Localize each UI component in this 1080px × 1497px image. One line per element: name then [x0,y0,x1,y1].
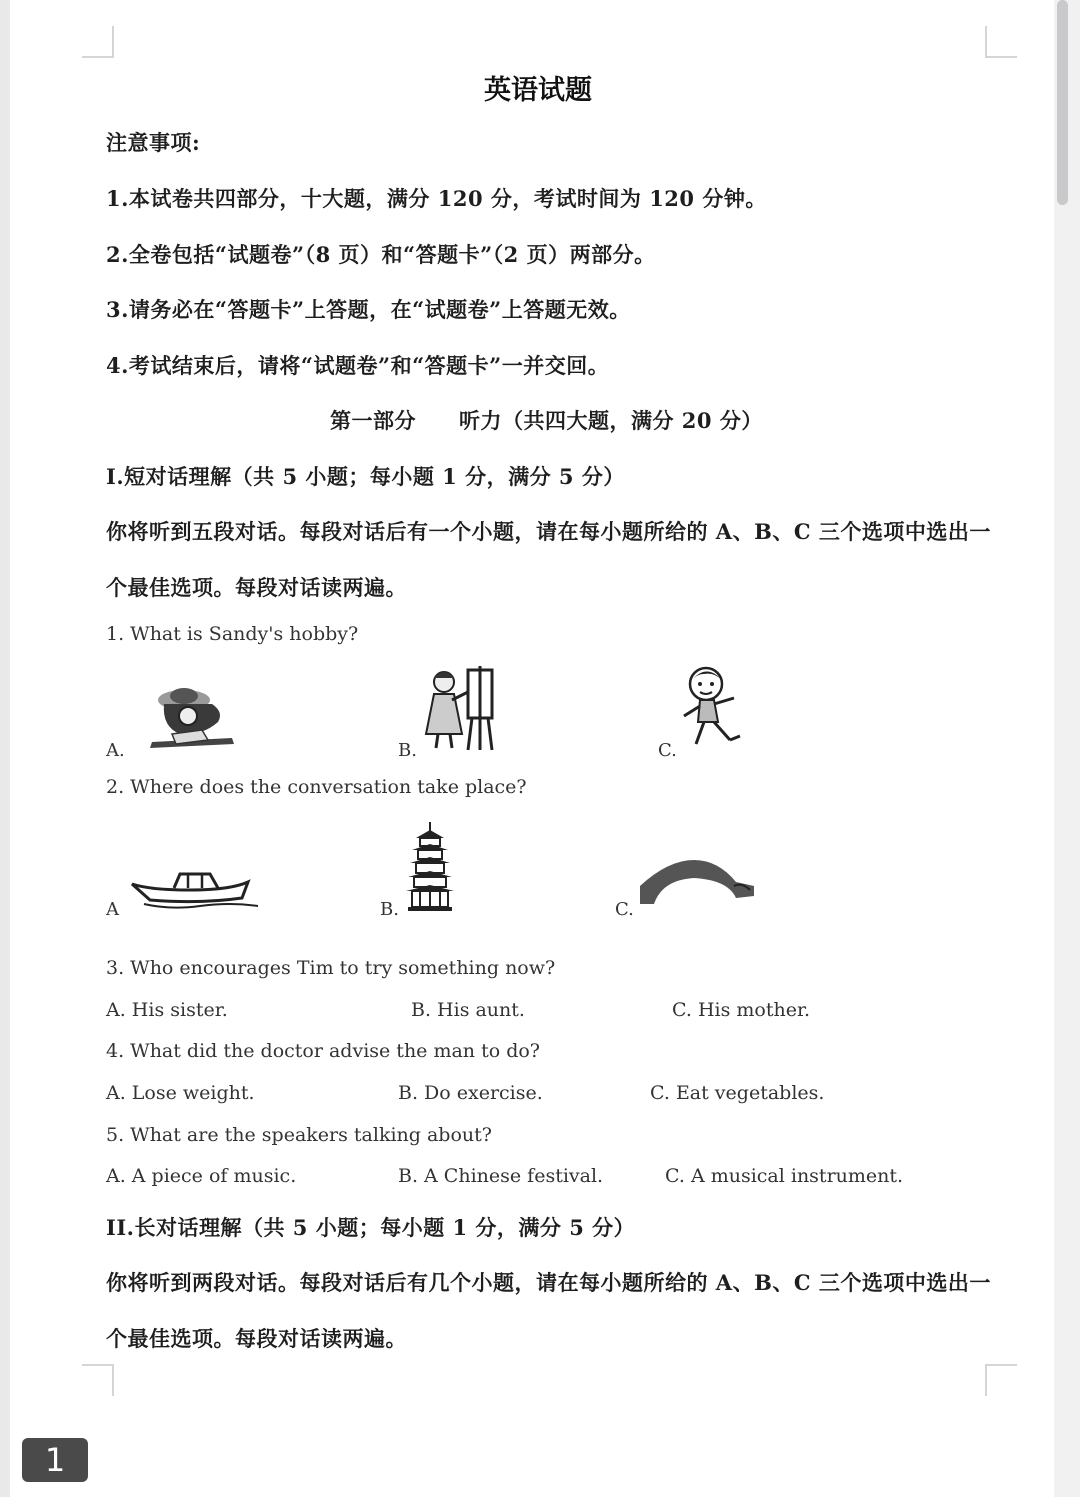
option-label: B. [380,899,399,920]
note-item: 2.全卷包括“试题卷”（8 页）和“答题卡”（2 页）两部分。 [106,242,656,267]
question-text: 1. What is Sandy's hobby? [106,623,359,645]
arch-bridge-picture [638,856,756,908]
crop-mark-bottom-left [82,1364,114,1396]
option-label: B. [398,740,417,761]
scrollbar-track[interactable] [1054,0,1080,1497]
crop-mark-top-right [985,26,1017,58]
crop-mark-top-left [82,26,114,58]
option-text: A. Lose weight. [106,1082,255,1104]
pagoda-picture [402,822,458,912]
page-number-badge: 1 [22,1438,88,1482]
option-text: C. Eat vegetables. [650,1082,825,1104]
section-instruction: 你将听到五段对话。每段对话后有一个小题，请在每小题所给的 A、B、C 三个选项中选出一 [106,519,991,544]
part-heading: 第一部分 听力（共四大题，满分 20 分） [330,408,763,433]
crop-mark-bottom-right [985,1364,1017,1396]
section-instruction: 个最佳选项。每段对话读两遍。 [106,575,407,600]
notes-heading: 注意事项: [106,130,201,155]
painting-girl-picture [420,664,500,752]
question-text: 5. What are the speakers talking about? [106,1124,492,1146]
section-heading: II.长对话理解（共 5 小题；每小题 1 分，满分 5 分） [106,1215,636,1240]
option-label: C. [658,740,677,761]
running-boy-picture [674,662,754,752]
option-text: B. A Chinese festival. [398,1165,604,1187]
option-text: B. His aunt. [411,999,525,1021]
option-text: B. Do exercise. [398,1082,543,1104]
note-item: 3.请务必在“答题卡”上答题，在“试题卷”上答题无效。 [106,297,631,322]
option-text: A. A piece of music. [106,1165,297,1187]
option-text: C. His mother. [672,999,810,1021]
option-label: C. [615,899,634,920]
option-label: A. [106,740,125,761]
question-text: 3. Who encourages Tim to try something now? [106,957,556,979]
option-text: A. His sister. [106,999,228,1021]
section-instruction: 个最佳选项。每段对话读两遍。 [106,1326,407,1351]
document-page [10,0,1054,1497]
scrollbar-thumb[interactable] [1057,0,1068,205]
question-text: 4. What did the doctor advise the man to do? [106,1040,540,1062]
note-item: 1.本试卷共四部分，十大题，满分 120 分，考试时间为 120 分钟。 [106,186,767,211]
question-text: 2. Where does the conversation take place? [106,776,527,798]
option-text: C. A musical instrument. [665,1165,904,1187]
section-instruction: 你将听到两段对话。每段对话后有几个小题，请在每小题所给的 A、B、C 三个选项中选出一 [106,1270,991,1295]
option-label: A [106,899,119,920]
section-heading: I.短对话理解（共 5 小题；每小题 1 分，满分 5 分） [106,464,625,489]
reading-girl-picture [132,682,242,752]
boat-picture [130,868,262,912]
page-title: 英语试题 [484,75,592,106]
note-item: 4.考试结束后，请将“试题卷”和“答题卡”一并交回。 [106,353,610,378]
